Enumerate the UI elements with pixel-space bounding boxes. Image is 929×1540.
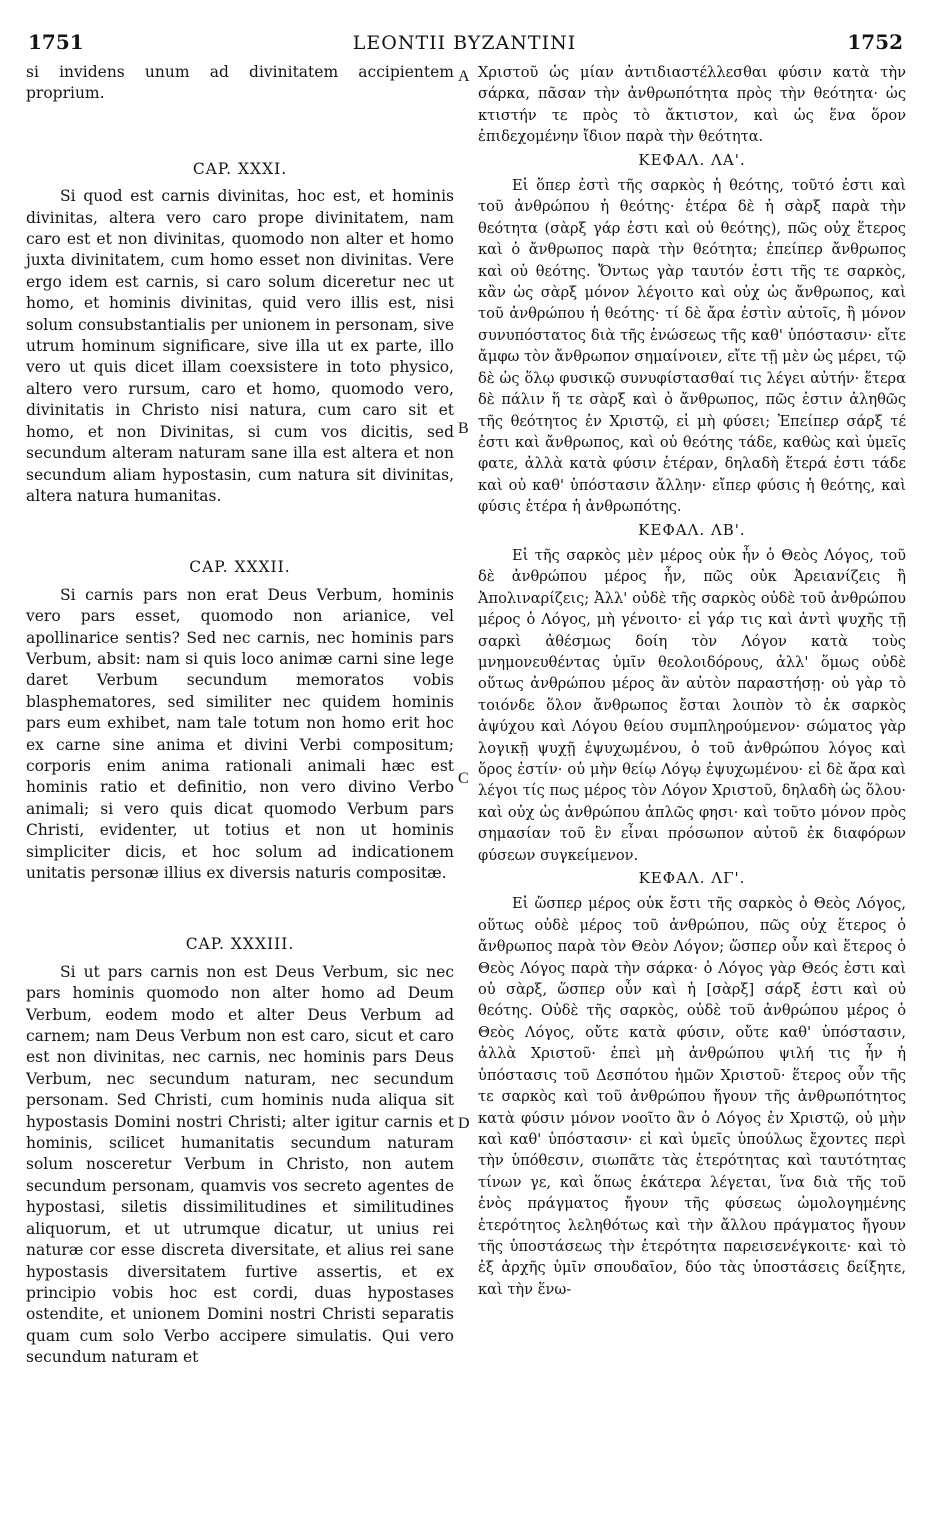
latin-chapter-text: Si quod est carnis divinitas, hoc est, et hominis divinitas, altera vero caro prope divinitatem, nam caro est et non divinitas, quomodo non alter et homo juxta divinitatem, cum homo esset non divinitas. Vere ergo idem est carnis, si caro solum diceretur nec ut homo, et hominis divinitas, quid vero illis est, nisi solum consubstantialis per unionem in personam, sive utrum hominum significare, sive illa ut ex parte, illo vero ut quis dicet illam coexsistere in toto physico, altero vero rursum, caro et homo, quomodo vero, divinitatis in Christo nisi natura, cum caro sit et homo, et non Divinitas, si cum vos dicitis, sed secundum alteram naturam sane illa est altera et non secundum aliam hypostasin, cum natura sit divinitas, altera natura humanitas. — [26, 187, 454, 505]
margin-marker-c: C — [458, 770, 469, 787]
greek-chapter-heading: ΚΕΦΑΛ. ΛΓ'. — [638, 869, 746, 888]
page-number-left: 1751 — [28, 30, 84, 54]
latin-chapter-text: Si ut pars carnis non est Deus Verbum, sic nec pars hominis quomodo non alter homo ad Deum Verbum, eodem modo et alter Deus Verbum ad carnem; nam Deus Verbum non est caro, sicut et caro est non divinitas, nec carnis, nec hominis pars Deus Verbum, nec secundum naturam, nec secundum personam. Sed Christi, cum hominis nuda aliqua sit hypostasis Domini nostri Christi; alter igitur carnis et hominis, scilicet humanitatis secundum naturam solum nosceretur Verbum in Christo, non autem secundum personam, quamvis vos secreto agentes de hypostasi, siletis dissimilitudines et similitudines aliquorum, et ut utrumque dicatur, ut unius rei naturæ cor esse discreta diversitate, et alius rei sane hypostasis diversitatem furtive assertis, et ex principio vobis hoc est cordi, duas hypostases ostendite, et unionem Domini nostri Christi separatis quam cum solo Verbo accipere simulatis. Qui vero secundum naturam et — [26, 962, 454, 1367]
greek-intro: Χριστοῦ ὡς μίαν ἀντιδιαστέλλεσθαι φύσιν κατὰ τὴν σάρκα, πᾶσαν τὴν ἀνθρωπότητα πρὸς τὴν θεότητα· ὡς κτιστήν τε πρὸς τὸ ἄκτιστον, καὶ ὡς ἕνα ὅρον ἐπιδεχομένην ἴδιον παρὰ τὴν θεότητα. — [478, 64, 906, 146]
latin-chapter-heading: CAP. XXXI. — [192, 159, 288, 178]
latin-intro: si invidens unum ad divinitatem accipientem proprium. — [26, 63, 454, 103]
greek-chapter-heading: ΚΕΦΑΛ. ΛΒ'. — [638, 520, 746, 539]
greek-column — [478, 62, 906, 1300]
margin-marker-d: D — [458, 1115, 470, 1132]
margin-marker-b: B — [458, 420, 469, 437]
greek-chapter-text: Εἰ ὅπερ ἐστὶ τῆς σαρκὸς ἡ θεότης, τοῦτό ἐστι καὶ τοῦ ἀνθρώπου ἡ θεότης· ἑτέρα δὲ ἡ σὰρξ παρὰ τὴν θεότητα (σὰρξ γάρ ἐστι καὶ οὐ θεότης), πῶς οὐχ ἕτερος καὶ ὁ ἄνθρωπος παρὰ τὴν θεότητα; ἐπείπερ ἄνθρωπος καὶ οὐ θεότης. Ὄντως γὰρ ταυτόν ἐστι τῆς τε σαρκὸς, κἂν ὡς σὰρξ μόνον λέγοιτο καὶ οὐχ ὡς ἄνθρωπος, καὶ τοῦ ἀνθρώπου ἡ θεότης· τί δὲ ἄρα ἐστὶν αὐτοῖς, ἢ μόνον συνυπόστατος διὰ τῆς ἑνώσεως τῆς καθ' ὑπόστασιν· εἴτε ἄμφω τὸν ἄνθρωπον σημαίνοιεν, εἴτε τῇ μὲν ὡς μέρει, τῷ δὲ ὡς ὅλῳ φυσικῷ συνυφίστασθαί τις λέγει αὐτήν· ἕτερα δὲ πάλιν ἥ τε σὰρξ καὶ ὁ ἄνθρωπος, πῶς ἐστιν ἀληθῶς τῆς θεότητος ἐν Χριστῷ, εἰ μὴ φύσει; Ἐπείπερ σάρξ τέ ἐστι καὶ ἄνθρωπος, καὶ οὐ θεότης τάδε, καθὼς καὶ ὑμεῖς φατε, ἀλλὰ κατὰ φύσιν ἑτέραν, δηλαδὴ ἕτερά ἐστι τάδε καὶ οὐ καθ' ὑπόστασιν ἄλλην· εἴπερ φύσις ἡ θεότης, καὶ φύσις ἑτέρα ἡ ἀνθρωπότης. — [478, 177, 906, 516]
latin-chapter-heading: CAP. XXXII. — [189, 558, 291, 577]
margin-marker-a: A — [458, 68, 470, 85]
page-number-right: 1752 — [847, 30, 903, 54]
latin-chapter-heading: CAP. XXXIII. — [185, 935, 295, 954]
greek-chapter-heading: ΚΕΦΑΛ. ΛΑ'. — [638, 150, 746, 169]
latin-chapter-text: Si carnis pars non erat Deus Verbum, hominis vero pars esset, quomodo non arianice, vel apollinarice sentis? Sed nec carnis, nec hominis pars Verbum, absit: nam si quis loco animæ carni sine lege daret Verbum secundum memoratos vobis blasphematores, sed similiter nec quidem hominis pars eum exhibet, nam tale totum non homo erit hoc ex carne sine anima et divini Verbi compositum; corporis enim anima rationali animali hæc est hominis ratio et definitio, non vero divino Verbo animali; si vero quis dicat quomodo Verbum pars Christi, evidenter, ut totius et non ut hominis simpliciter dicis, et hoc solum ad indicationem unitatis personæ illius ex diversis naturis compositæ. — [26, 585, 454, 882]
running-title: LEONTII BYZANTINI — [352, 32, 577, 54]
greek-chapter-text: Εἰ ὥσπερ μέρος οὐκ ἔστι τῆς σαρκὸς ὁ Θεὸς Λόγος, οὕτως οὐδὲ μέρος τοῦ ἀνθρώπου, πῶς οὐχ ἕτερος ὁ ἄνθρωπος παρὰ τὸν Θεὸν Λόγον; ὥσπερ οὖν καὶ ἕτερος ὁ Θεὸς Λόγος παρὰ τὴν σάρκα· ὁ Λόγος γὰρ Θεός ἐστι καὶ οὐ σὰρξ, ὥσπερ οὖν καὶ ἡ [σὰρξ] σάρξ ἐστι καὶ οὐ θεότης. Οὐδὲ τῆς σαρκὸς, οὐδὲ τοῦ ἀνθρώπου μέρος ὁ Θεὸς Λόγος, οὔτε κατὰ φύσιν, οὔτε καθ' ὑπόστασιν, ἀλλὰ Χριστοῦ· ἐπεὶ μὴ ἀνθρώπου ψιλή τις ἦν ἡ ὑπόστασις τοῦ Δεσπότου ἡμῶν Χριστοῦ· ἕτερος οὖν τῆς τε σαρκὸς καὶ τοῦ ἀνθρώπου ἤγουν τῆς ἀνθρωπότητος κατὰ φύσιν μόνον νοοῖτο ἂν ὁ Λόγος ἐν Χριστῷ, οὐ μὴν καὶ καθ' ὑπόστασιν· εἰ καὶ ὑμεῖς ὑπούλως ἔχοντες περὶ τὴν ὑπόθεσιν, σιωπᾶτε τὰς ἑτερότητας καὶ ταυτότητας τίνων γε, καὶ ὅπως ἑκάτερα λέγεται, ἵνα διὰ τῆς τοῦ ἑνὸς πράγματος ἤγουν τῆς φύσεως ὡμολογημένης ἑτερότητος λεληθότως καὶ τὴν ἄλλου πράγματος ἤγουν τῆς ὑποστάσεως τὴν ἑτερότητα παρεισενέγκοιτε· καὶ τὸ ἐξ ἀρχῆς ὑμῖν σπουδαῖον, δύο τὰς ὑποστάσεις δείξητε, καὶ τὴν ἕνω- — [478, 895, 906, 1298]
greek-chapter-text: Εἰ τῆς σαρκὸς μὲν μέρος οὐκ ἦν ὁ Θεὸς Λόγος, τοῦ δὲ ἀνθρώπου μέρος ἦν, πῶς οὐκ Ἀρειανίζεις ἢ Ἀπολιναρίζεις; Ἀλλ' οὐδὲ τῆς σαρκὸς οὐδὲ τοῦ ἀνθρώπου μέρος ὁ Λόγος, μὴ γένοιτο· εἰ γάρ τις καὶ ἀντὶ ψυχῆς τῇ σαρκὶ ἀθέσμως δοίη τὸν Λόγον κατὰ τοὺς μνημονευθέντας ὑμῖν θεολοιδόρους, ἀλλ' ὅμως οὐδὲ οὕτως ἀνθρώπου μέρος ἂν αὐτὸν παραστήσῃ· οὐ γὰρ τὸ τοιόνδε ὅλον ἄνθρωπος ἔσται λοιπὸν τὸ ἐκ σαρκὸς ἀψύχου καὶ Λόγου θείου συμπληρούμενον· σώματος γὰρ λογικῇ ψυχῇ ἐψυχωμένου, ὁ τοῦ ἀνθρώπου λόγος καὶ ὅρος ἐστίν· οὐ μὴν θείῳ Λόγῳ ἐψυχωμένου· εἰ δὲ ἄρα καὶ λέγοι τίς πως μέρος τὸν Λόγον Χριστοῦ, δηλαδὴ ὡς ὅλου· καὶ οὐχ ὡς ἀνθρώπου ἁπλῶς φησι· καὶ τοῦτο μόνον πρὸς σημασίαν τοῦ ἓν εἶναι πρόσωπον αὐτοῦ ἐκ διαφόρων φύσεων συγκείμενον. — [478, 546, 906, 864]
running-header — [0, 30, 929, 60]
latin-column — [26, 62, 454, 1369]
